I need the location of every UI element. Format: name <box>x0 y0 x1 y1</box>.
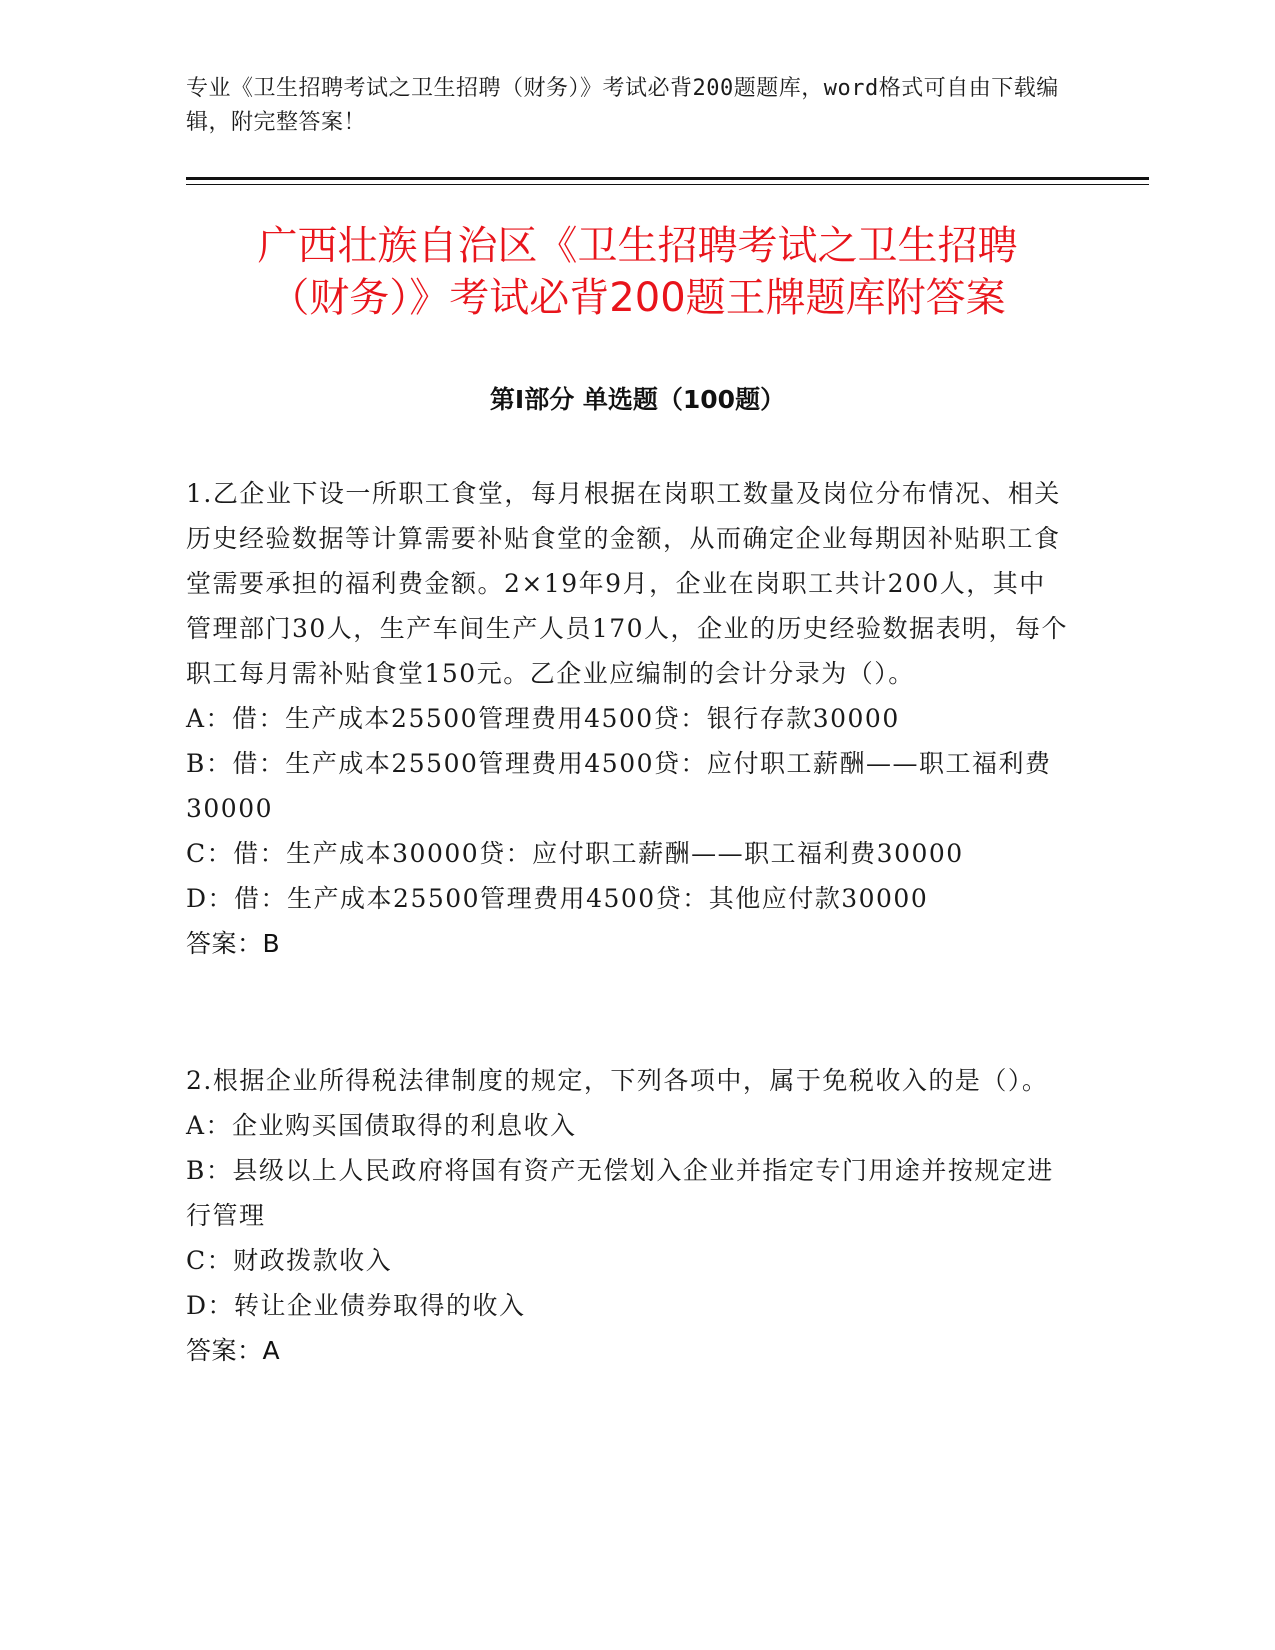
question-stem: 1.乙企业下设一所职工食堂，每月根据在岗职工数量及岗位分布情况、相关历史经验数据等计算需要补贴食堂的金额，从而确定企业每期因补贴职工食堂需要承担的福利费金额。2×19年9月，企业在岗职工共计200人，其中管理部门30人，生产车间生产人员170人，企业的历史经验数据表明，每个职工每月需补贴食堂150元。乙企业应编制的会计分录为（）。 <box>186 479 1069 688</box>
question-stem: 2.根据企业所得税法律制度的规定，下列各项中，属于免税收入的是（）。 <box>186 1066 1049 1095</box>
question-1 <box>186 471 1071 966</box>
answer: 答案：B <box>186 929 281 958</box>
option-c: C：财政拨款收入 <box>186 1246 393 1275</box>
option-b: B：县级以上人民政府将国有资产无偿划入企业并指定专门用途并按规定进行管理 <box>186 1156 1054 1230</box>
option-c: C：借：生产成本30000贷：应付职工薪酬——职工福利费30000 <box>186 839 964 868</box>
option-b: B：借：生产成本25500管理费用4500贷：应付职工薪酬——职工福利费30000 <box>186 749 1052 823</box>
header-divider-thick <box>186 177 1149 180</box>
section-heading: 第Ⅰ部分 单选题（100题） <box>489 385 786 414</box>
header-divider-thin <box>186 184 1149 185</box>
document-title-line-2: （财务）》考试必背200题王牌题库附答案 <box>269 275 1006 321</box>
header-note: 专业《卫生招聘考试之卫生招聘（财务）》考试必背200题题库，word格式可自由下载编辑，附完整答案！ <box>186 76 1059 135</box>
document-title-line-1: 广西壮族自治区《卫生招聘考试之卫生招聘 <box>257 223 1018 269</box>
answer: 答案：A <box>186 1336 281 1365</box>
option-d: D：转让企业债券取得的收入 <box>186 1291 526 1320</box>
option-a: A：借：生产成本25500管理费用4500贷：银行存款30000 <box>186 704 900 733</box>
question-2 <box>186 1058 1071 1373</box>
option-d: D：借：生产成本25500管理费用4500贷：其他应付款30000 <box>186 884 929 913</box>
document-title <box>170 220 1105 324</box>
option-a: A：企业购买国债取得的利息收入 <box>186 1111 577 1140</box>
